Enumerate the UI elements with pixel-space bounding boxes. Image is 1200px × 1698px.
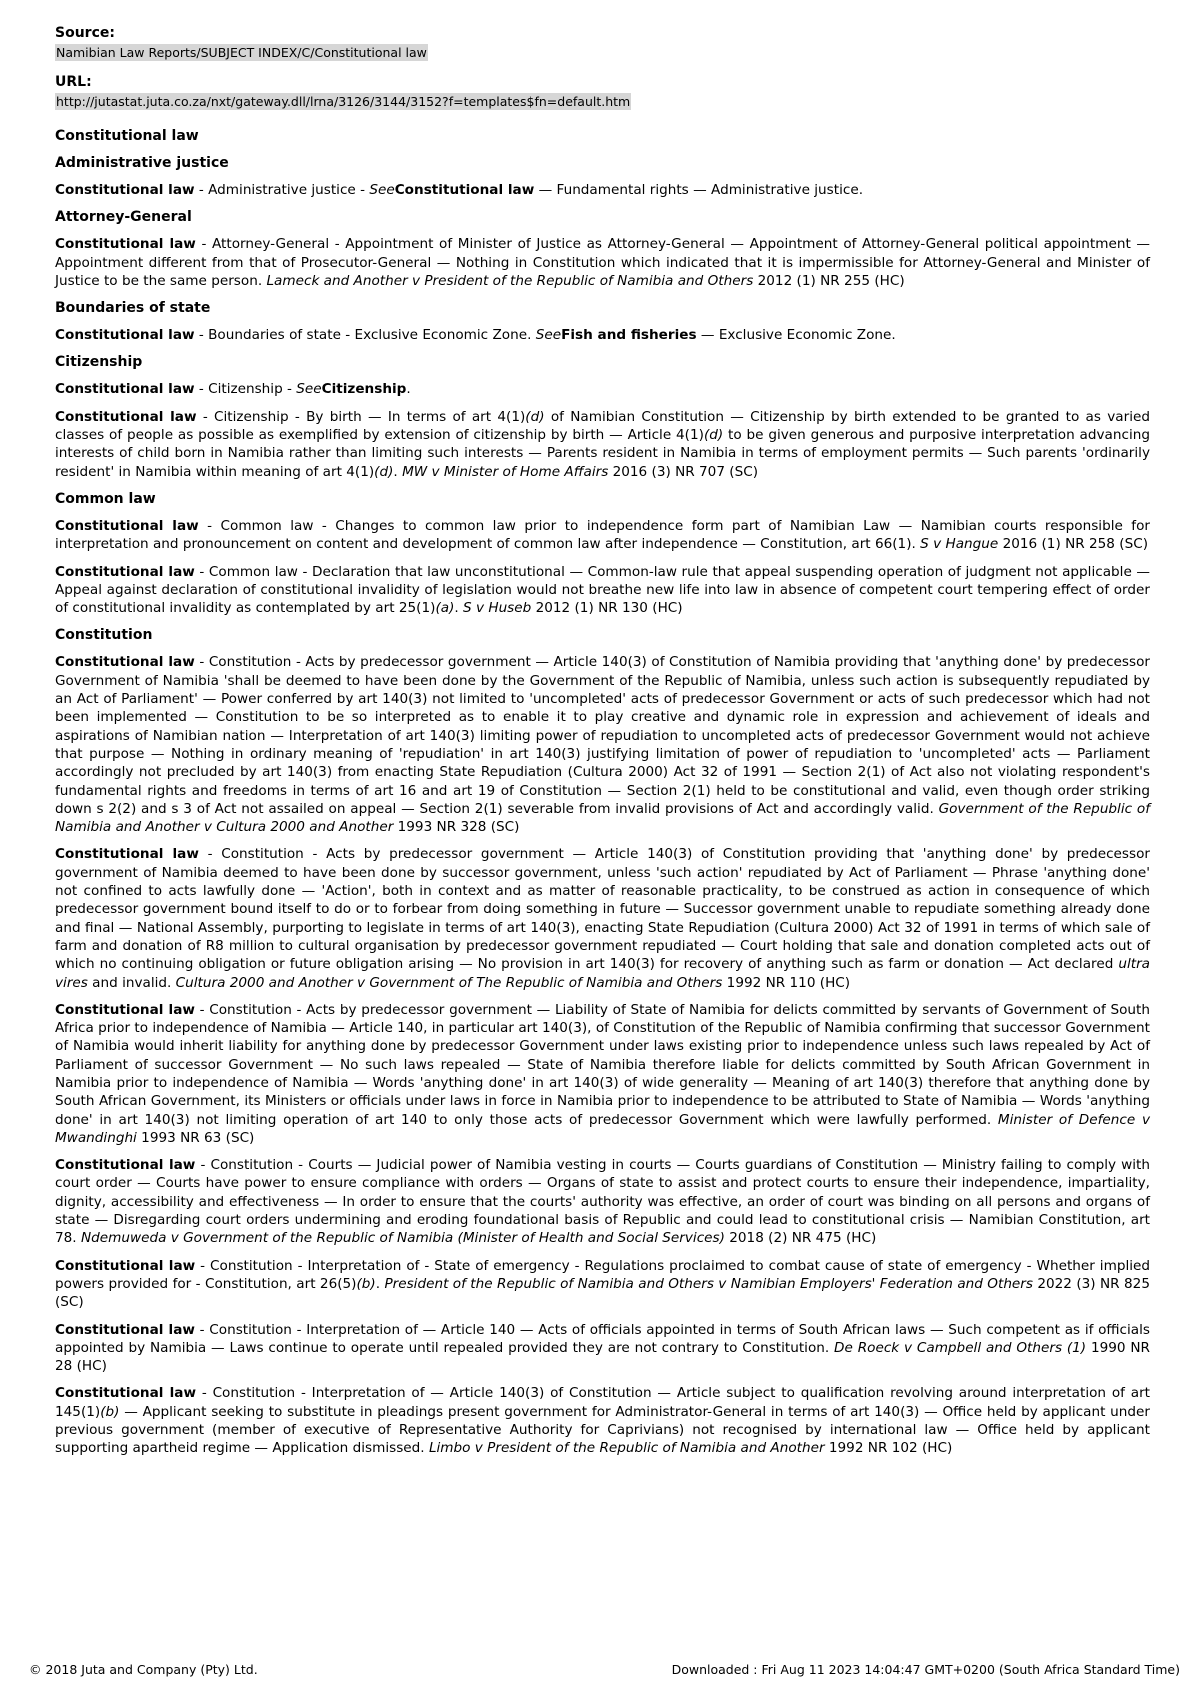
entry-text: 2018 (2) NR 475 (HC) — [724, 1230, 877, 1247]
document-body — [55, 24, 1150, 1467]
entry-keyword: Constitutional law — [55, 236, 196, 253]
entry-keyword: Constitutional law — [55, 563, 195, 580]
entry-citation: (d) — [525, 408, 545, 425]
entry-text: - Constitution - Interpretation of — Article 140(3) of Constitution — Article subject to qualification revolving around interpretation of art 145(1) — [55, 1385, 1150, 1420]
index-entry — [55, 563, 1150, 618]
entry-citation: Minister of Defence v Mwandinghi — [55, 1111, 1150, 1146]
entry-citation: Ndemuweda v Government of the Republic of Namibia (Minister of Health and Social Services) — [80, 1230, 725, 1247]
index-entry — [55, 1384, 1150, 1457]
entry-text: — Applicant seeking to substitute in pleadings present government for Administrator-General in terms of art 140(3) — Office held by applicant under previous government (member of executive of Representative Authority for Caprivians) not recognised by international law — Office held by applicant supporting apartheid regime — Application dismissed. — [55, 1403, 1150, 1457]
entry-text: - Constitution - Acts by predecessor government — Article 140(3) of Constitution providing that 'anything done' by predecessor government of Namibia deemed to have been done by successor government, unless 'such action' repudiated by Act of Parliament — Phrase 'anything done' not confined to acts lawfully done — 'Action', both in context and as matter of reasonable practicality, to be construed as action in consequence of which predecessor government bound itself to do or to forbear from doing something in future — Successor government unable to repudiate something already done and final — National Assembly, purporting to legislate in terms of art 140(3), enacting State Repudiation (Cultura 2000) Act 32 of 1991 in terms of which sale of farm and donation of R8 million to cultural organisation by predecessor government repudiated — Court holding that sale and donation completed acts out of which no continuing obligation or future obligation arising — No provision in art 140(3) for recovery of anything such as farm or donation — Act declared — [55, 846, 1150, 973]
entry-citation: President of the Republic of Namibia and Others v Namibian Employers' Federation and Others — [384, 1275, 1033, 1292]
entry-keyword: Fish and fisheries — [561, 327, 697, 344]
entry-text: - Citizenship - By birth — In terms of art 4(1) — [196, 408, 526, 425]
entry-citation: MW v Minister of Home Affairs — [402, 463, 609, 480]
section-heading: Administrative justice — [55, 155, 229, 171]
section-heading: Citizenship — [55, 354, 143, 371]
entry-text: . — [393, 463, 403, 480]
section-heading: Boundaries of state — [55, 300, 211, 317]
index-entry — [55, 1321, 1150, 1376]
entry-keyword: Constitutional law — [55, 408, 197, 425]
entry-citation: See — [369, 182, 395, 198]
entry-text: 2012 (1) NR 130 (HC) — [531, 600, 683, 617]
index-entry — [55, 235, 1150, 290]
entry-text: - Common law - Declaration that law unconstitutional — Common-law rule that appeal suspending operation of judgment not applicable — Appeal against declaration of constitutional invalidity of legislation would not breathe new life into law in absence of competent court tempering effect of order of constitutional invalidity as contemplated by art 25(1) — [55, 563, 1150, 617]
entry-keyword: Constitutional law — [55, 327, 195, 344]
entry-citation: Government of the Republic of Namibia and Another v Cultura 2000 and Another — [55, 800, 1150, 836]
entry-citation: (d) — [374, 463, 394, 480]
index-entry — [55, 1156, 1150, 1247]
section-heading: Common law — [55, 490, 156, 507]
entry-citation: Lameck and Another v President of the Republic of Namibia and Others — [266, 272, 754, 289]
entry-text: 2016 (1) NR 258 (SC) — [998, 536, 1148, 553]
index-entry — [55, 1257, 1150, 1312]
entry-citation: Cultura 2000 and Another v Government of The Republic of Namibia and Others — [175, 974, 723, 991]
index-entry — [55, 653, 1150, 836]
entry-text: . — [406, 381, 411, 398]
entry-keyword: Constitutional law — [55, 1001, 195, 1018]
entry-citation: (d) — [703, 427, 724, 444]
entry-text: 1992 NR 110 (HC) — [722, 974, 851, 991]
entry-keyword: Constitutional law — [55, 182, 195, 198]
entry-citation: (b) — [100, 1403, 120, 1420]
entry-text: 2012 (1) NR 255 (HC) — [753, 272, 905, 289]
entry-citation: See — [535, 327, 562, 344]
entry-keyword: Constitutional law — [55, 1385, 197, 1402]
entry-text: — Exclusive Economic Zone. — [696, 327, 896, 344]
entry-citation: Limbo v President of the Republic of Namibia and Another — [428, 1440, 825, 1457]
entry-text: 1990 NR 28 (HC) — [55, 1339, 1150, 1375]
entry-keyword: Constitutional law — [394, 182, 535, 198]
copyright-notice: © 2018 Juta and Company (Pty) Ltd. — [29, 1662, 258, 1677]
entry-text: 2016 (3) NR 707 (SC) — [608, 463, 759, 480]
index-entry — [55, 517, 1150, 554]
index-entry — [55, 845, 1150, 991]
entry-keyword: Constitutional law — [55, 1257, 196, 1274]
entry-text: of Namibian Constitution — Citizenship by birth extended to be granted to as varied classes of people as possible as exemplified by extension of citizenship by birth — Article 4(1) — [55, 408, 1150, 444]
source-path[interactable]: Namibian Law Reports/SUBJECT INDEX/C/Constitutional law — [56, 45, 427, 60]
entry-text: - Attorney-General - Appointment of Minister of Justice as Attorney-General — Appointment of Attorney-General political appointment — Appointment different from that of Prosecutor-General — Nothing in Constitution which indicated that it is impermissible for Attorney-General and Minister of Justice to be the same person. — [55, 236, 1150, 289]
index-entry — [55, 1001, 1150, 1147]
entry-text: - Common law - Changes to common law prior to independence form part of Namibian Law — Namibian courts responsible for interpretation and pronouncement on content and development of common law after independence — Constitution, art 66(1). — [55, 517, 1150, 553]
entry-keyword: Constitutional law — [55, 1157, 196, 1174]
section-heading: Attorney-General — [55, 209, 192, 226]
entry-text: and invalid. — [87, 974, 176, 991]
source-label: Source: — [55, 25, 115, 41]
entry-text: - Administrative justice - — [194, 182, 370, 198]
entry-text: - Boundaries of state - Exclusive Economic Zone. — [194, 327, 536, 344]
entry-keyword: Constitutional law — [55, 846, 199, 863]
index-entry — [55, 326, 1150, 344]
index-entry — [55, 408, 1150, 481]
entry-text: - Constitution - Acts by predecessor government — Article 140(3) of Constitution of Namibia providing that 'anything done' by predecessor Government of Namibia 'shall be deemed to have been done by the Government of the Republic of Namibia, unless such action is subsequently repudiated by an Act of Parliament' — Power conferred by art 140(3) not limited to 'uncompleted' acts of predecessor Government or acts of such predecessor which had not been implemented — Constitution to be so interpreted as to enable it to play creative and dynamic role in expression and achievement of ideals and aspirations of Namibian nation — Interpretation of art 140(3) limiting power of repudiation to uncompleted acts of predecessor Government would not achieve that purpose — Nothing in ordinary meaning of 'repudiation' in art 140(3) justifying limitation of power of repudiation to 'uncompleted' acts — Parliament accordingly not precluded by art 140(3) from enacting State Repudiation (Cultura 2000) Act 32 of 1991 — Section 2(1) of Act also not violating respondent's fundamental rights and freedoms in terms of art 16 and art 19 of Constitution — Section 2(1) held to be constitutional and valid, even though order striking down s 2(2) and s 3 of Act not assailed on appeal — Section 2(1) severable from invalid provisions of Act and accordingly valid. — [55, 654, 1150, 817]
entry-text: 2022 (3) NR 825 (SC) — [55, 1275, 1150, 1311]
entry-citation: S v Hangue — [920, 536, 999, 553]
entry-citation: De Roeck v Campbell and Others (1) — [834, 1339, 1087, 1356]
entry-citation: See — [296, 381, 322, 398]
entry-keyword: Constitutional law — [55, 1321, 195, 1338]
entry-text: — Fundamental rights — Administrative justice. — [534, 182, 864, 198]
entry-citation: (b) — [356, 1275, 376, 1292]
url-label: URL: — [55, 74, 92, 90]
entry-text: - Constitution - Acts by predecessor government — Liability of State of Namibia for delicts committed by servants of Government of South Africa prior to independence of Namibia — Article 140, in particular art 140(3), of Constitution of the Republic of Namibia confirming that successor Government of Namibia would inherit liability for anything done by predecessor Government under laws existing prior to independence unless such laws repealed by Act of Parliament of successor Government — No such laws repealed — State of Namibia therefore liable for delicts committed by South African Government in Namibia prior to independence of Namibia — Words 'anything done' in art 140(3) of wide generality — Meaning of art 140(3) therefore that anything done by South African Government, its Ministers or officials under laws in force in Namibia prior to independence to be attributed to State of Namibia — Words 'anything done' in art 140(3) not limiting operation of art 140 to only those acts of predecessor Government which were lawfully performed. — [55, 1001, 1150, 1128]
entry-citation: (a) — [435, 600, 455, 617]
entry-text: - Citizenship - — [194, 381, 297, 398]
entry-citation: S v Huseb — [463, 600, 532, 617]
entry-text: 1992 NR 102 (HC) — [824, 1440, 953, 1457]
entry-text: to be given generous and purposive interpretation advancing interests of child born in Namibia rather than limiting such interests — Parents resident in Namibia in terms of employment permits — Such parents 'ordinarily resident' in Namibia within meaning of art 4(1) — [55, 427, 1150, 480]
entry-text: - Constitution - Courts — Judicial power of Namibia vesting in courts — Courts guardians of Constitution — Ministry failing to comply with court order — Courts have power to ensure compliance with orders — Organs of state to assist and protect courts to ensure their independence, impartiality, dignity, accessibility and effectiveness — In order to ensure that the courts' authority was effective, an order of court was binding on all persons and organs of state — Disregarding court orders undermining and eroding foundational basis of Republic and could lead to constitutional crisis — Namibian Constitution, art 78. — [55, 1157, 1150, 1247]
entry-text: . — [375, 1275, 385, 1292]
entry-keyword: Constitutional law — [55, 517, 199, 534]
entry-keyword: Constitutional law — [55, 381, 195, 398]
entry-text: - Constitution - Interpretation of - State of emergency - Regulations proclaimed to combat cause of state of emergency - Whether implied powers provided for - Constitution, art 26(5) — [55, 1257, 1150, 1292]
entry-citation: ultra vires — [55, 956, 1150, 991]
index-entry — [55, 181, 1150, 199]
entry-keyword: Citizenship — [321, 381, 407, 398]
index-content — [55, 127, 1150, 1458]
index-entry — [55, 380, 1150, 398]
section-heading: Constitution — [55, 627, 153, 644]
entry-text: . — [454, 600, 464, 617]
section-heading: Constitutional law — [55, 128, 199, 144]
entry-text: 1993 NR 63 (SC) — [136, 1129, 255, 1146]
entry-text: - Constitution - Interpretation of — Article 140 — Acts of officials appointed in terms of South African laws — Such competent as if officials appointed by Namibia — Laws continue to operate until repealed provided they are not contrary to Constitution. — [55, 1321, 1150, 1356]
entry-keyword: Constitutional law — [55, 654, 195, 671]
url-value[interactable]: http://jutastat.juta.co.za/nxt/gateway.dll/lrna/3126/3144/3152?f=templates$fn=default.htm — [56, 94, 631, 109]
entry-text: 1993 NR 328 (SC) — [393, 819, 520, 836]
download-timestamp: Downloaded : Fri Aug 11 2023 14:04:47 GMT+0200 (South Africa Standard Time) — [671, 1662, 1180, 1677]
